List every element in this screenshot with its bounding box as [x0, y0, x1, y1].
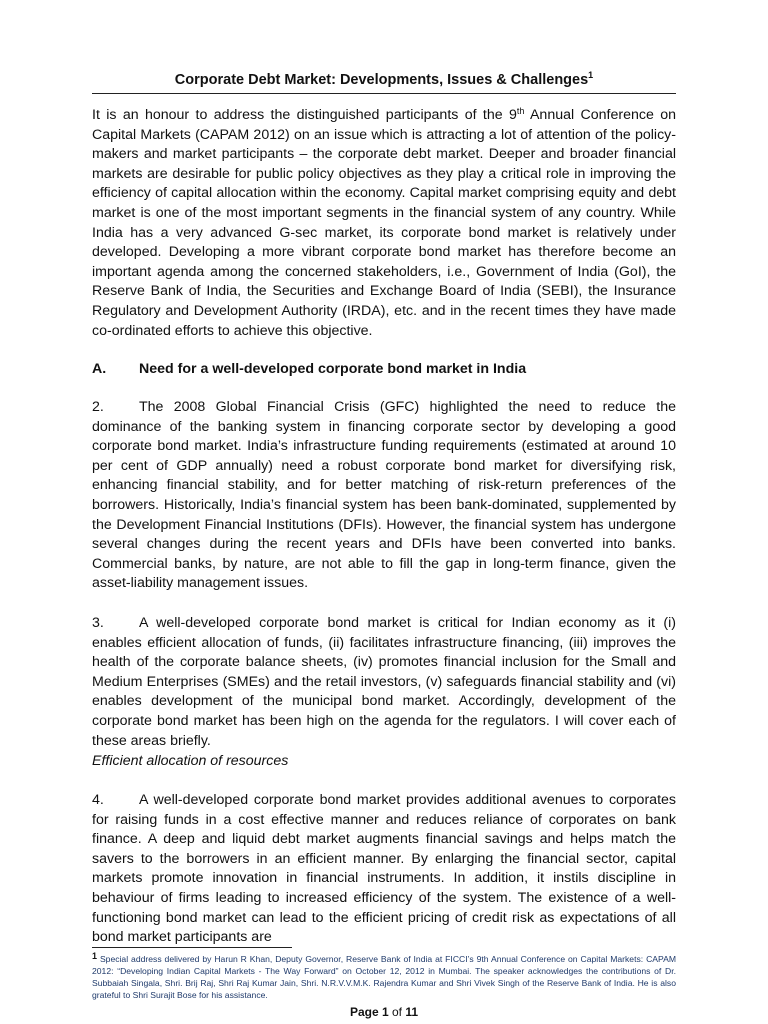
- intro-text-part1: It is an honour to address the distinguished participants of the 9: [92, 107, 517, 123]
- section-heading-text: Need for a well-developed corporate bond market in India: [139, 361, 527, 377]
- page-separator: of: [388, 1005, 406, 1019]
- sub-heading-efficient-allocation: Efficient allocation of resources: [92, 753, 289, 769]
- title-underline: [92, 93, 676, 94]
- paragraph-text: A well-developed corporate bond market provides additional avenues to corporates for raising funds in a cost effective manner and reduces reliance of corporates on bank finance. A deep and liquid debt market augments financial savings and helps match the savers to the borrowers in an efficient manner. By enlarging the financial sector, capital markets promote innovation in financial instruments. In addition, it instils discipline in behaviour of firms leading to increased efficiency of the system. The existence of a well-functioning bond market can lead to the efficient pricing of credit risk as expectations of all bond market participants are: [92, 792, 676, 946]
- footnote-mark: 1: [92, 951, 98, 961]
- paragraph-text: A well-developed corporate bond market is critical for Indian economy as it (i) enables efficient allocation of funds, (ii) facilitates infrastructure financing, (iii) improves the health of the corporate balance sheets, (iv) promotes financial inclusion for the Small and Medium Enterprises (SMEs) and the retail investors, (v) safeguards financial stability and (vi) enables development of the municipal bond market. Accordingly, development of the corporate bond market has been high on the agenda for the regulators. I will cover each of these areas briefly.: [92, 615, 676, 749]
- footnote: [92, 953, 676, 1001]
- paragraph-number: 2.: [92, 399, 104, 415]
- page-current: 1: [381, 1005, 389, 1019]
- paragraph-number: 3.: [92, 615, 104, 631]
- document-title: [92, 70, 676, 88]
- paragraph-3: [92, 614, 676, 751]
- footnote-text: Special address delivered by Harun R Khan, Deputy Governor, Reserve Bank of India at FICCI’s 9th Annual Conference on Capital Markets: CAPAM 2012: “Developing Indian Capital Markets - The Way Forward” on October 12, 2012 in Mumbai. The speaker acknowledges the contributions of Dr. Subbaiah Singala, Shri. Brij Raj, Shri Raj Kumar Jain, Shri. N.R.V.V.M.K. Rajendra Kumar and Shri Vivek Singh of the Reserve Bank of India. He is also grateful to Shri Surajit Bose for his assistance.: [92, 954, 676, 1000]
- paragraph-text: The 2008 Global Financial Crisis (GFC) highlighted the need to reduce the dominance of the banking system in financing corporate sector by developing a good corporate bond market. India’s infrastructure funding requirements (estimated at around 10 per cent of GDP annually) need a robust corporate bond market for diversifying risk, enhancing financial stability, and for better matching of risk-return preferences of the borrowers. Historically, India’s financial system has been bank-dominated, supplemented by the Development Financial Institutions (DFIs). However, the financial system has undergone several changes during the recent years and DFIs have been converted into banks. Commercial banks, by nature, are not able to fill the gap in long-term finance, given the asset-liability management issues.: [92, 399, 676, 592]
- title-footnote-mark[interactable]: 1: [588, 70, 594, 80]
- paragraph-number: 4.: [92, 792, 104, 808]
- ordinal-superscript: th: [516, 106, 525, 116]
- footnote-separator: [92, 947, 292, 948]
- intro-text-part2: Annual Conference on Capital Markets (CAPAM 2012) on an issue which is attracting a lot of attention of the policy-makers and market participants – the corporate debt market. Deeper and broader financial markets are desirable for public policy objectives as they play a critical role in improving the efficiency of capital allocation within the economy. Capital market comprising equity and debt market is one of the most important segments in the financial system of any country. While India has a very advanced G-sec market, its corporate bond market is relatively under developed. Developing a more vibrant corporate bond market has therefore become an important agenda among the concerned stakeholders, i.e., Government of India (GoI), the Reserve Bank of India, the Securities and Exchange Board of India (SEBI), the Insurance Regulatory and Development Authority (IRDA), etc. and in the recent times they have made co-ordinated efforts to achieve this objective.: [92, 107, 676, 339]
- section-a-heading: [92, 360, 676, 379]
- page-number: [0, 1005, 768, 1019]
- paragraph-4: [92, 791, 676, 948]
- intro-paragraph: [92, 106, 676, 341]
- paragraph-2: [92, 398, 676, 594]
- page-total: 11: [405, 1005, 419, 1019]
- section-letter: A.: [92, 361, 107, 377]
- page-prefix: Page: [349, 1005, 382, 1019]
- title-text: Corporate Debt Market: Developments, Issues & Challenges: [174, 72, 589, 88]
